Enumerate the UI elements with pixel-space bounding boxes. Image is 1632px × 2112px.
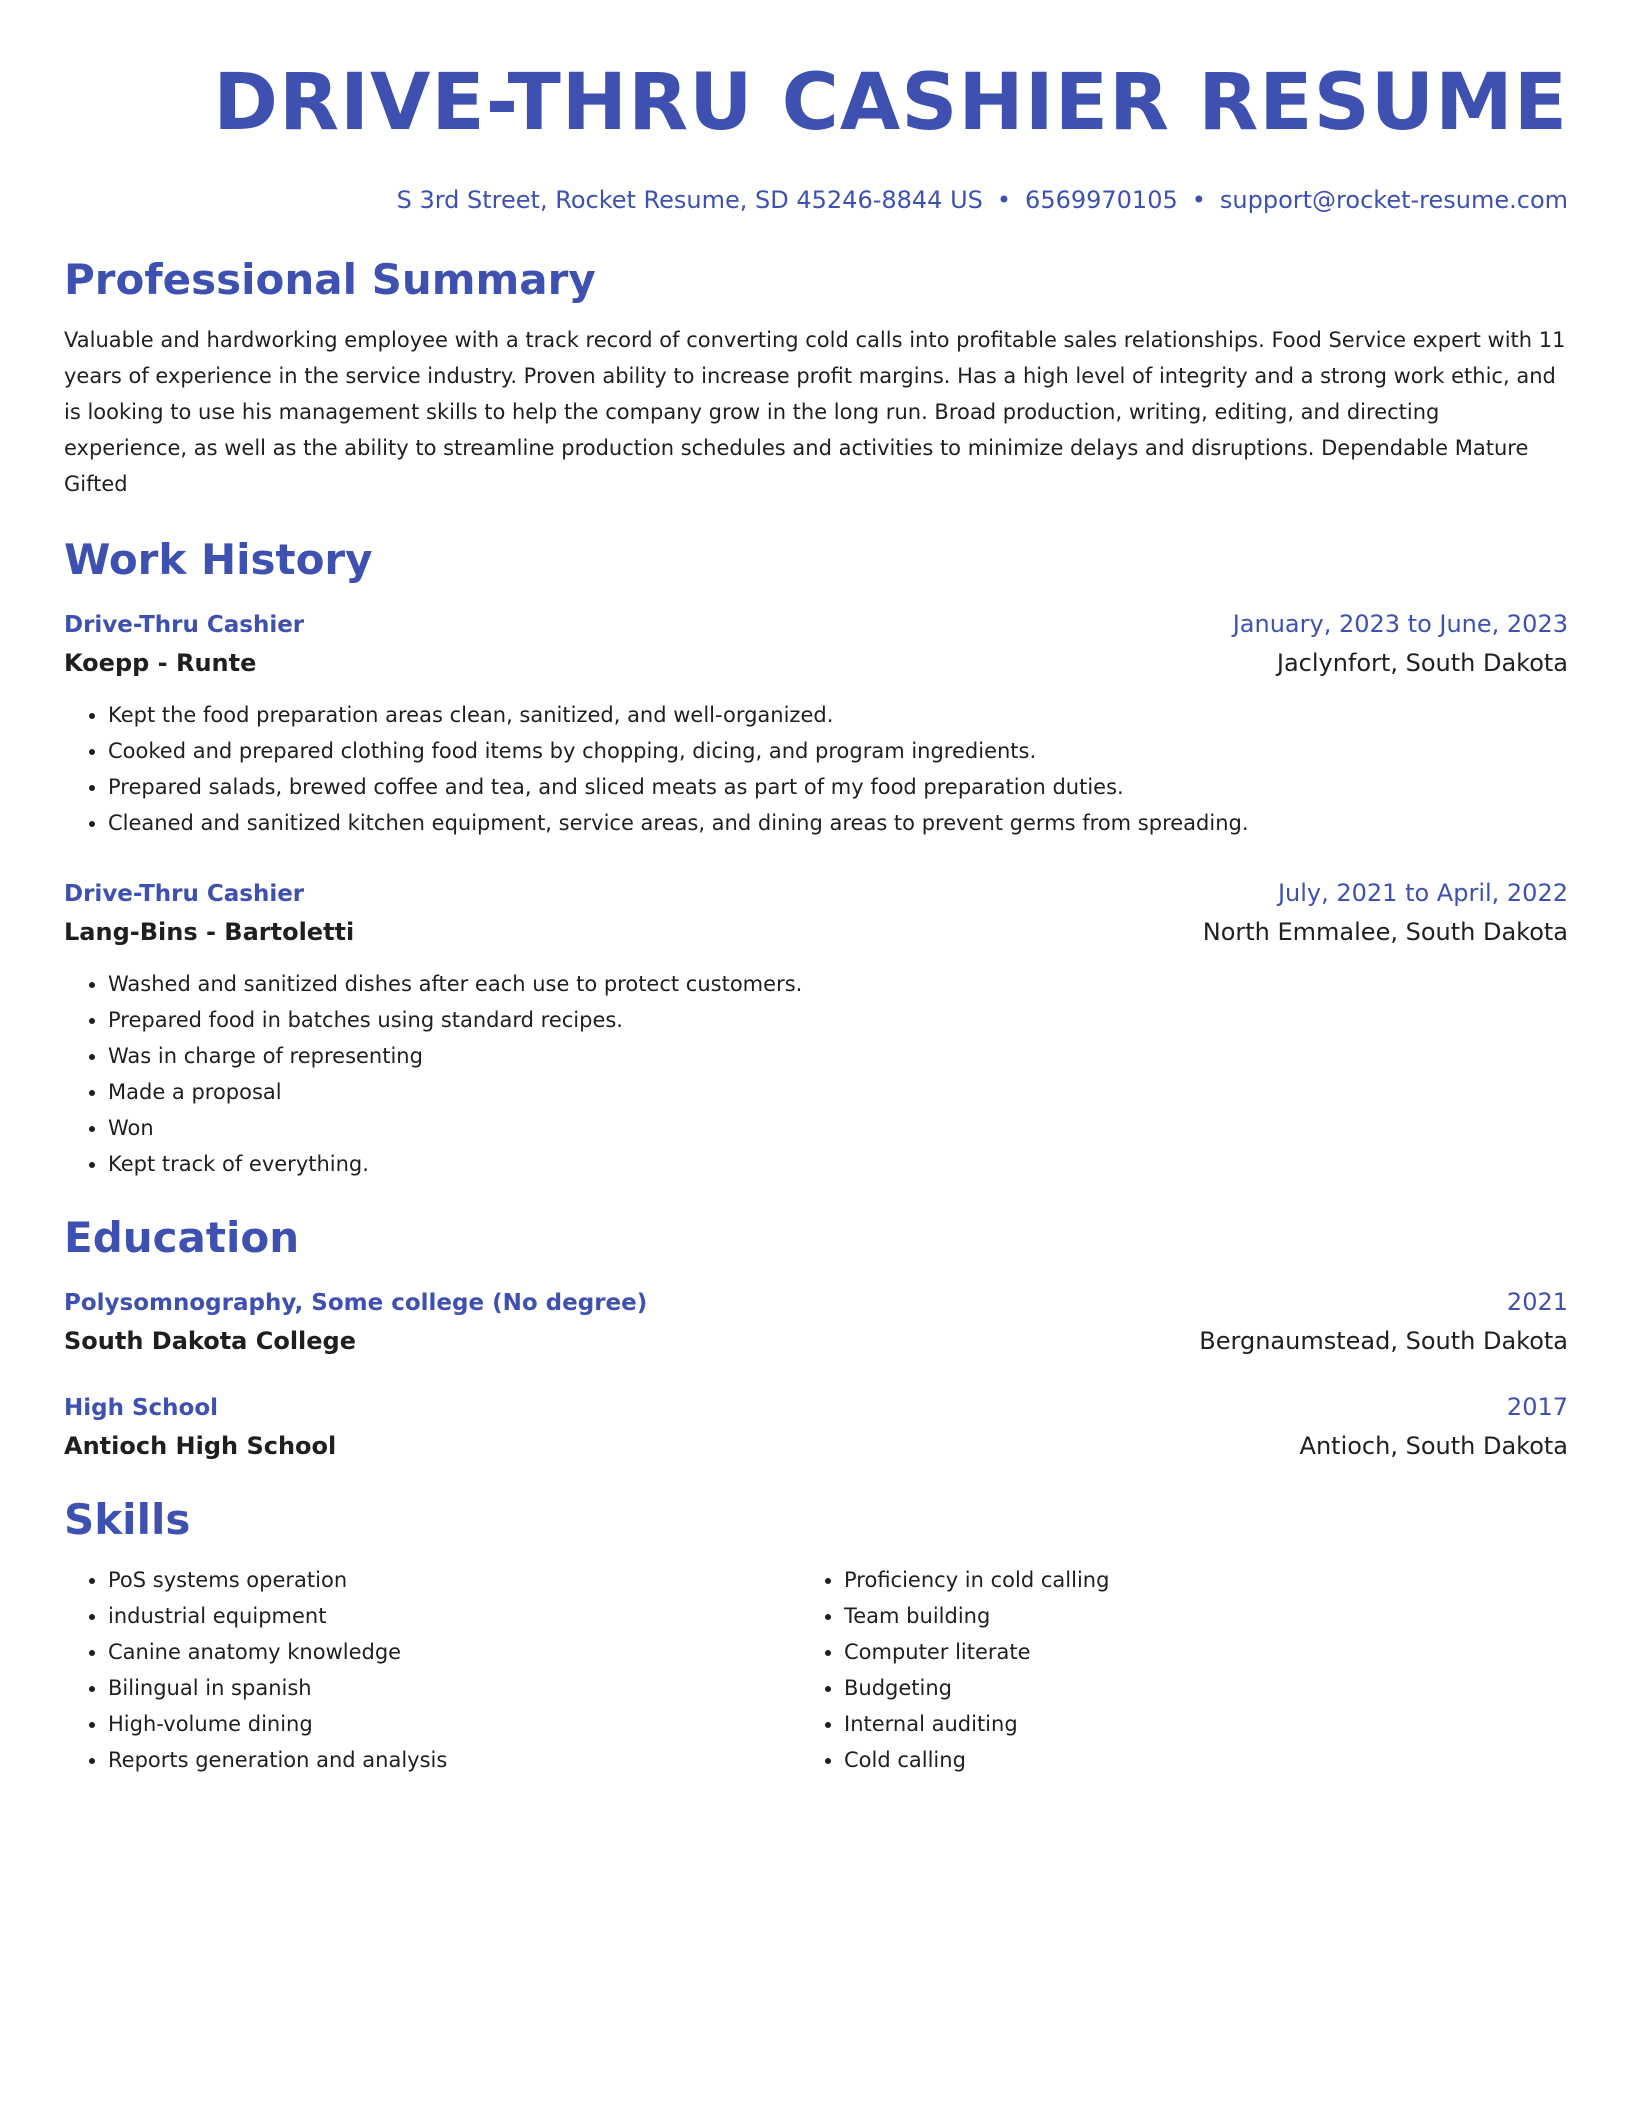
education-location: Antioch, South Dakota [1299,1432,1568,1460]
contact-address: S 3rd Street, Rocket Resume, SD 45246-8844 US [396,186,983,214]
education-entry [64,1389,1568,1466]
job-entry [64,606,1568,841]
skills-list [64,1562,800,1778]
education-year: 2017 [1506,1393,1568,1421]
skill-item: • Cold calling [844,1742,1536,1778]
job-company: Lang-Bins - Bartoletti [64,918,355,946]
skills-column-left [64,1562,800,1778]
job-duty: • Prepared salads, brewed coffee and tea, and sliced meats as part of my food preparation duties. [108,769,1568,805]
skill-item: • Bilingual in spanish [108,1670,800,1706]
job-duties-list [64,697,1568,841]
skills-column-right [800,1562,1536,1778]
skill-item: • Computer literate [844,1634,1536,1670]
education-location: Bergnaumstead, South Dakota [1199,1327,1568,1355]
skills-list [800,1562,1536,1778]
contact-separator: • [1191,186,1206,214]
education-school: South Dakota College [64,1327,357,1355]
job-duty: • Was in charge of representing [108,1038,1568,1074]
education-year: 2021 [1506,1288,1568,1316]
contact-email: support@rocket-resume.com [1219,186,1568,214]
job-entry [64,875,1568,1182]
job-dates: July, 2021 to April, 2022 [1277,879,1568,907]
contact-phone: 6569970105 [1025,186,1178,214]
job-duty: • Made a proposal [108,1074,1568,1110]
job-duty: • Kept the food preparation areas clean, sanitized, and well-organized. [108,697,1568,733]
contact-line [64,182,1568,218]
skill-item: • High-volume dining [108,1706,800,1742]
skill-item: • Internal auditing [844,1706,1536,1742]
job-title: Drive-Thru Cashier [64,612,305,638]
job-duty: • Won [108,1110,1568,1146]
education-degree: Polysomnography, Some college (No degree) [64,1290,648,1316]
job-duty: • Cooked and prepared clothing food items by chopping, dicing, and program ingredients. [108,733,1568,769]
skill-item: • Proficiency in cold calling [844,1562,1536,1598]
section-title-work-history: Work History [64,535,373,584]
job-duty: • Kept track of everything. [108,1146,1568,1182]
education-school: Antioch High School [64,1432,337,1460]
job-duty: • Prepared food in batches using standard recipes. [108,1002,1568,1038]
job-duty: • Washed and sanitized dishes after each use to protect customers. [108,966,1568,1002]
skill-item: • PoS systems operation [108,1562,800,1598]
skill-item: • Reports generation and analysis [108,1742,800,1778]
skills-grid [64,1562,1568,1778]
section-title-summary: Professional Summary [64,255,596,304]
section-title-skills: Skills [64,1495,191,1544]
job-company: Koepp - Runte [64,649,257,677]
contact-separator: • [996,186,1012,214]
job-title: Drive-Thru Cashier [64,881,305,907]
job-duty: • Cleaned and sanitized kitchen equipment, service areas, and dining areas to prevent germs from spreading. [108,805,1568,841]
job-dates: January, 2023 to June, 2023 [1232,610,1568,638]
education-entry [64,1284,1568,1361]
section-title-education: Education [64,1213,300,1262]
skill-item: • Budgeting [844,1670,1536,1706]
skill-item: • Canine anatomy knowledge [108,1634,800,1670]
job-duties-list [64,966,1568,1182]
skill-item: • industrial equipment [108,1598,800,1634]
education-degree: High School [64,1395,219,1421]
summary-text: Valuable and hardworking employee with a track record of converting cold calls into profitable sales relationships. Food Service expert with 11 years of experience in the service industry. Proven ability to increase profit margins. Has a high level of integrity and a strong work ethic, and is looking to use his management skills to help the company grow in the long run. Broad production, writing, editing, and directing experience, as well as the ability to streamline production schedules and activities to minimize delays and disruptions. Dependable Mature Gifted [64,328,1566,496]
job-location: North Emmalee, South Dakota [1202,918,1568,946]
skill-item: • Team building [844,1598,1536,1634]
resume-title: DRIVE-THRU CASHIER RESUME [213,58,1568,148]
job-location: Jaclynfort, South Dakota [1276,649,1568,677]
